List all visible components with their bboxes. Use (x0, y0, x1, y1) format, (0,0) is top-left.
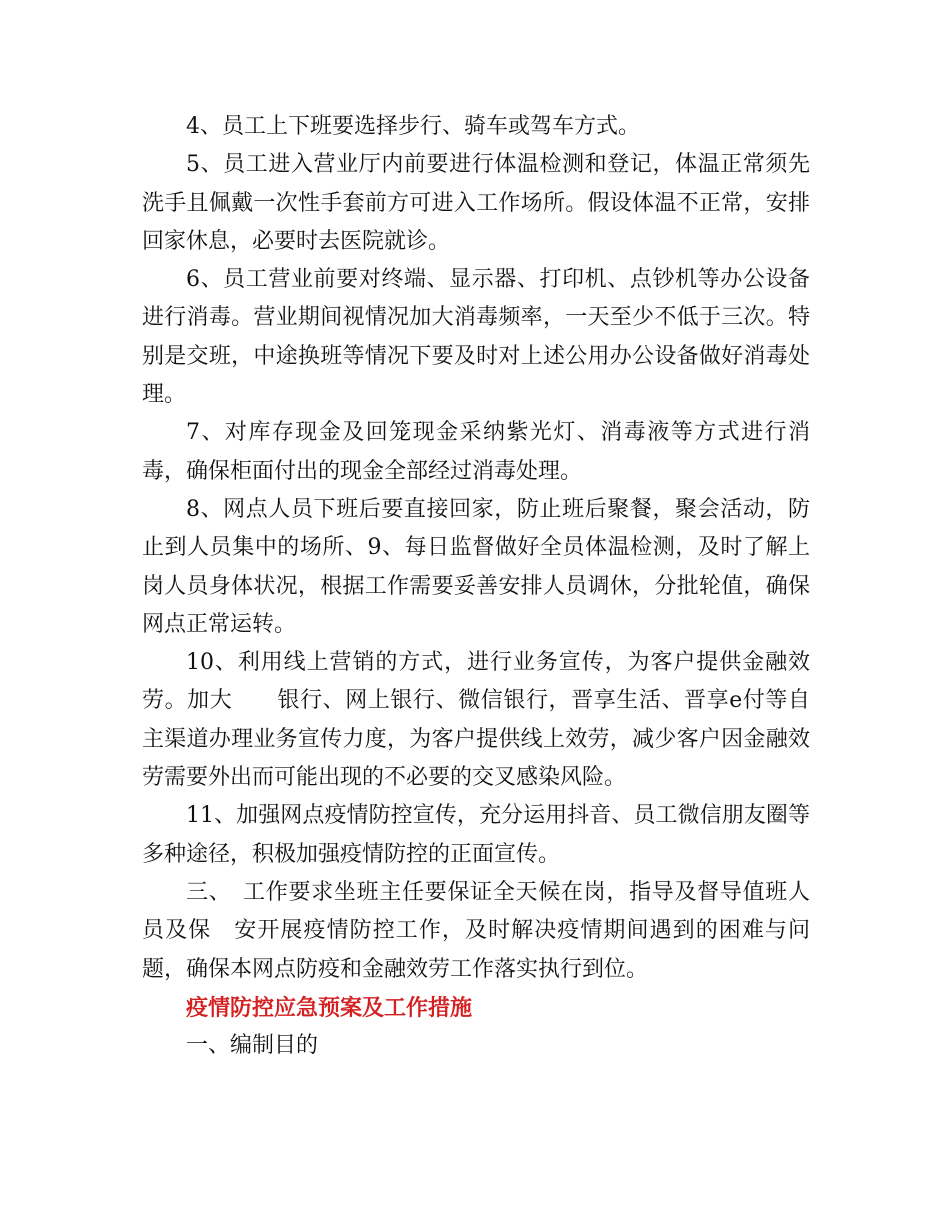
paragraph-equipment-disinfection: 6、员工营业前要对终端、显示器、打印机、点钞机等办公设备进行消毒。营业期间视情况加大消毒频率，一天至少不低于三次。特别是交班，中途换班等情况下要及时对上述公用办公设备做好消毒处理。 (142, 267, 810, 408)
paragraph-work-requirements: 三、 工作要求坐班主任要保证全天候在岗，指导及督导值班人员及保 安开展疫情防控工作，及时解决疫情期间遇到的困难与问题，确保本网点防疫和金融效劳工作落实执行到位。 (142, 879, 810, 982)
document-body (142, 108, 810, 1065)
paragraph-temperature-check: 5、员工进入营业厅内前要进行体温检测和登记，体温正常须先洗手且佩戴一次性手套前方可进入工作场所。假设体温不正常，安排回家休息，必要时去医院就诊。 (142, 152, 810, 254)
document-heading: 疫情防控应急预案及工作措施 (186, 994, 473, 1021)
paragraph-cash-disinfection: 7、对库存现金及回笼现金采纳紫光灯、消毒液等方式进行消毒，确保柜面付出的现金全部经过消毒处理。 (142, 420, 810, 484)
paragraph-commute: 4、员工上下班要选择步行、骑车或驾车方式。 (186, 114, 640, 139)
paragraph-online-marketing: 10、利用线上营销的方式，进行业务宣传，为客户提供金融效劳。加大 银行、网上银行、微信银行，晋享生活、晋享e付等自主渠道办理业务宣传力度，为客户提供线上效劳，减少客户因金融效劳需要外出而可能出现的不必要的交叉感染风险。 (142, 650, 810, 791)
paragraph-publicity: 11、加强网点疫情防控宣传，充分运用抖音、员工微信朋友圈等多种途径，积极加强疫情防控的正面宣传。 (142, 803, 810, 867)
section-title: 一、编制目的 (186, 1033, 319, 1059)
paragraph-after-work: 8、网点人员下班后要直接回家，防止班后聚餐，聚会活动，防止到人员集中的场所、9、每日监督做好全员体温检测，及时了解上岗人员身体状况，根据工作需要妥善安排人员调休，分批轮值，确保网点正常运转。 (142, 496, 810, 637)
